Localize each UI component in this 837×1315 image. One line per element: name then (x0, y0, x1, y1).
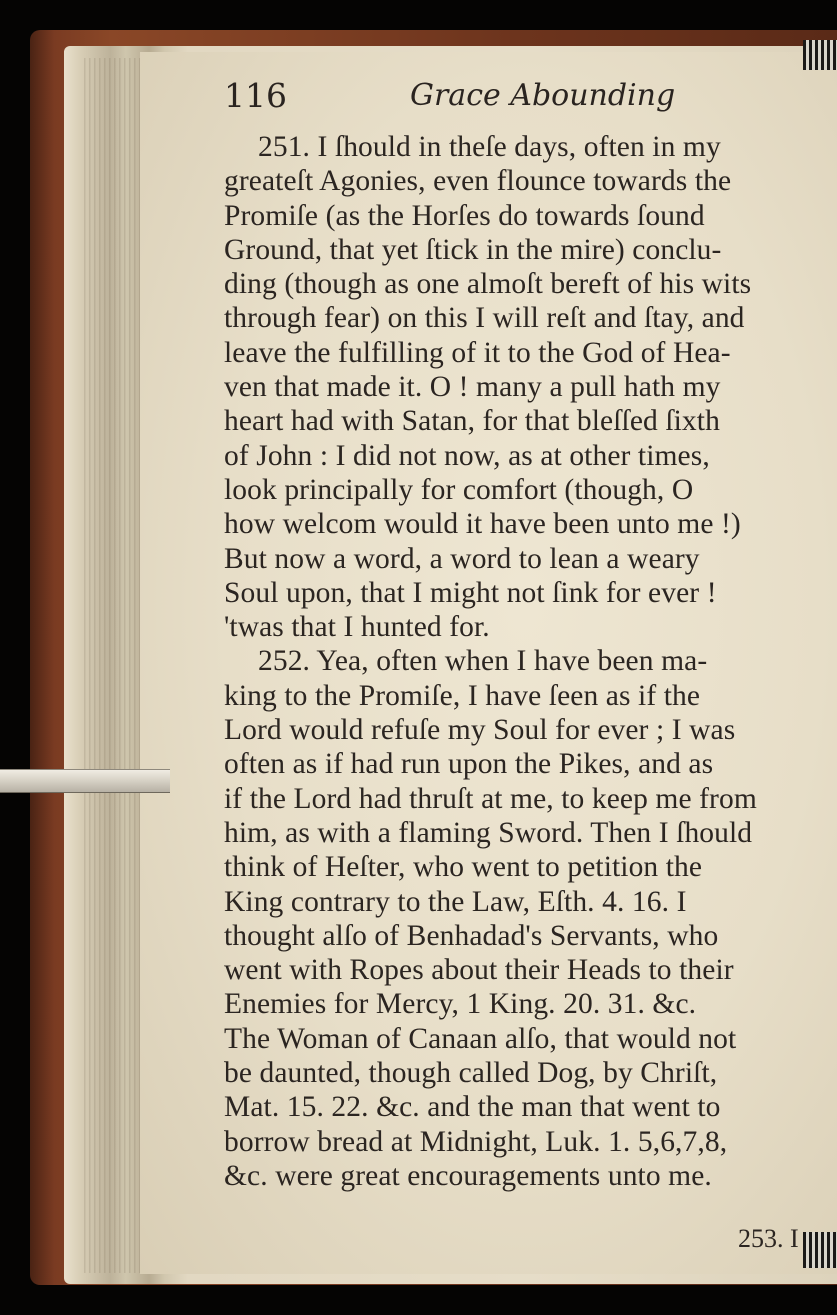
page-number: 116 (224, 76, 287, 115)
text-line: Promiſe (as the Horſes do towards ſound (224, 199, 705, 232)
text-line: Ground, that yet ſtick in the mire) conclu- (224, 233, 722, 266)
text-line: if the Lord had thruſt at me, to keep me from (224, 782, 757, 815)
text-line: of John : I did not now, as at other times, (224, 439, 710, 472)
running-title: Grace Abounding (410, 78, 676, 113)
text-body (224, 130, 824, 1193)
text-line: &c. were great encouragements unto me. (224, 1159, 712, 1192)
text-line: Soul upon, that I might not ſink for ever ! (224, 576, 717, 609)
text-line: king to the Promiſe, I have ſeen as if the (224, 679, 701, 712)
text-line: King contrary to the Law, Eſth. 4. 16. I (224, 885, 687, 918)
text-line: 'twas that I hunted for. (224, 611, 490, 644)
text-line: Mat. 15. 22. &c. and the man that went to (224, 1091, 721, 1124)
page-edges (84, 58, 148, 1273)
text-line: how welcom would it have been unto me !) (224, 508, 741, 541)
text-line: look principally for comfort (though, O (224, 473, 694, 506)
text-line: think of Heſter, who went to petition the (224, 851, 703, 884)
text-line: often as if had run upon the Pikes, and as (224, 748, 714, 781)
text-line: leave the fulfilling of it to the God of Hea- (224, 336, 731, 369)
text-line: through fear) on this I will reſt and ſtay, and (224, 302, 745, 335)
text-line: be daunted, though called Dog, by Chriſt, (224, 1057, 718, 1090)
text-line: ven that made it. O ! many a pull hath my (224, 371, 721, 404)
page-header (224, 74, 784, 124)
text-line: 252. Yea, often when I have been ma- (258, 645, 708, 678)
page-clip-bottom (803, 1232, 837, 1268)
text-line: The Woman of Canaan alſo, that would not (224, 1022, 737, 1055)
text-line: ding (though as one almoſt bereft of his wits (224, 268, 752, 301)
text-line: him, as with a flaming Sword. Then I ſhould (224, 816, 753, 849)
text-line: thought alſo of Benhadad's Servants, who (224, 919, 719, 952)
text-line: went with Ropes about their Heads to their (224, 954, 734, 987)
catchword: 253. I (738, 1224, 799, 1253)
text-line: greateſt Agonies, even flounce towards the (224, 165, 732, 198)
text-line: Enemies for Mercy, 1 King. 20. 31. &c. (224, 988, 697, 1021)
text-line: Lord would refuſe my Soul for ever ; I was (224, 714, 736, 747)
text-line: But now a word, a word to lean a weary (224, 542, 700, 575)
text-line: borrow bread at Midnight, Luk. 1. 5,6,7,8, (224, 1125, 728, 1158)
page-clip-top (803, 40, 837, 70)
text-line: heart had with Satan, for that bleſſed ſixth (224, 405, 720, 438)
text-line: 251. I ſhould in theſe days, often in my (258, 131, 721, 163)
holding-strap (0, 769, 170, 793)
